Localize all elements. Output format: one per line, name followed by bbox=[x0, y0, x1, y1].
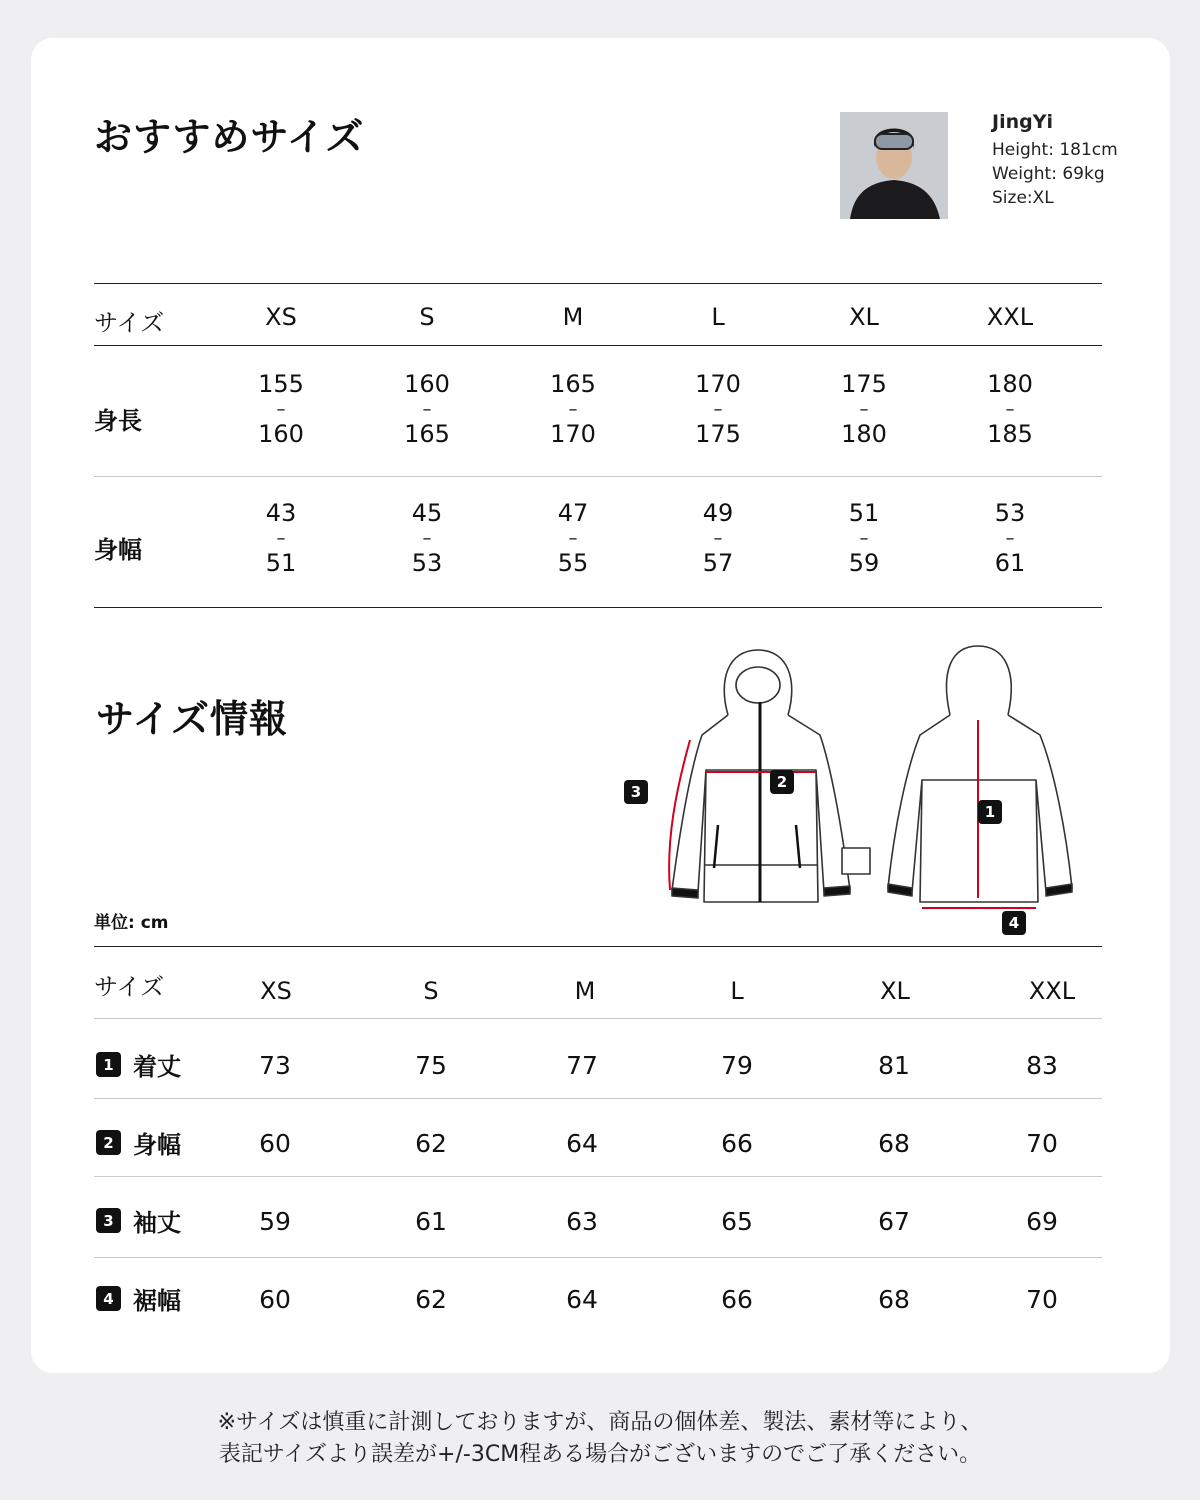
table1-header-label: サイズ bbox=[94, 309, 165, 337]
range-min: 49 bbox=[702, 499, 734, 527]
measure-number-badge: 2 bbox=[96, 1130, 121, 1155]
model-info bbox=[992, 110, 1118, 210]
table2-row-label bbox=[96, 1125, 181, 1160]
table2-size-header: XL bbox=[880, 977, 910, 1005]
table2-value-cell: 59 bbox=[259, 1207, 291, 1236]
table2-top-rule bbox=[94, 946, 1102, 947]
table1-range-cell bbox=[849, 501, 880, 576]
table2-value-cell: 63 bbox=[566, 1207, 598, 1236]
diagram-badge-3: 3 bbox=[624, 780, 648, 804]
model-name: JingYi bbox=[992, 111, 1053, 133]
table2-value-cell: 61 bbox=[415, 1207, 447, 1236]
table2-value-cell: 62 bbox=[415, 1129, 447, 1158]
table2-row-label bbox=[96, 1281, 181, 1316]
table2-value-cell: 60 bbox=[259, 1285, 291, 1314]
table2-size-header: L bbox=[730, 977, 744, 1005]
table1-range-cell bbox=[404, 372, 450, 447]
table2-value-cell: 73 bbox=[259, 1051, 291, 1080]
measure-number-badge: 3 bbox=[96, 1208, 121, 1233]
range-max: 180 bbox=[841, 420, 887, 448]
range-dash: – bbox=[859, 528, 869, 549]
table1-size-header: S bbox=[419, 303, 435, 331]
measure-name: 着丈 bbox=[133, 1053, 181, 1081]
range-dash: – bbox=[1005, 528, 1015, 549]
table2-value-cell: 70 bbox=[1026, 1285, 1058, 1314]
table1-range-cell bbox=[987, 372, 1033, 447]
range-max: 53 bbox=[411, 549, 443, 577]
disclaimer-note bbox=[0, 1407, 1200, 1471]
range-dash: – bbox=[713, 399, 723, 420]
table2-header-label: サイズ bbox=[94, 973, 165, 1001]
measure-number-badge: 1 bbox=[96, 1052, 121, 1077]
range-min: 47 bbox=[557, 499, 589, 527]
table2-value-cell: 65 bbox=[721, 1207, 753, 1236]
range-dash: – bbox=[859, 399, 869, 420]
table1-row-label-height: 身長 bbox=[94, 407, 142, 435]
table1-range-cell bbox=[695, 372, 741, 447]
table2-value-cell: 62 bbox=[415, 1285, 447, 1314]
table2-value-cell: 66 bbox=[721, 1285, 753, 1314]
table2-value-cell: 66 bbox=[721, 1129, 753, 1158]
range-max: 170 bbox=[550, 420, 596, 448]
table1-size-header: XL bbox=[849, 303, 879, 331]
table2-value-cell: 79 bbox=[721, 1051, 753, 1080]
table2-value-cell: 67 bbox=[878, 1207, 910, 1236]
table2-divider-3 bbox=[94, 1257, 1102, 1258]
range-min: 180 bbox=[987, 370, 1033, 398]
table1-range-cell bbox=[550, 372, 596, 447]
table2-value-cell: 70 bbox=[1026, 1129, 1058, 1158]
table1-range-cell bbox=[266, 501, 297, 576]
jacket-outline-icon bbox=[610, 640, 1090, 940]
range-max: 175 bbox=[695, 420, 741, 448]
note-line-1: ※サイズは慎重に計測しておりますが、商品の個体差、製法、素材等により、 bbox=[217, 1410, 983, 1435]
range-min: 43 bbox=[265, 499, 297, 527]
diagram-badge-2: 2 bbox=[770, 770, 794, 794]
table2-value-cell: 75 bbox=[415, 1051, 447, 1080]
range-dash: – bbox=[276, 399, 286, 420]
range-max: 57 bbox=[702, 549, 734, 577]
table1-range-cell bbox=[412, 501, 443, 576]
range-max: 165 bbox=[404, 420, 450, 448]
range-dash: – bbox=[568, 528, 578, 549]
range-dash: – bbox=[713, 528, 723, 549]
diagram-badge-4: 4 bbox=[1002, 911, 1026, 935]
range-min: 170 bbox=[695, 370, 741, 398]
table1-row-label-width: 身幅 bbox=[94, 536, 142, 564]
range-min: 175 bbox=[841, 370, 887, 398]
info-title: サイズ情報 bbox=[96, 697, 288, 741]
table2-value-cell: 69 bbox=[1026, 1207, 1058, 1236]
model-avatar-icon bbox=[840, 112, 948, 219]
note-line-2: 表記サイズより誤差が+/-3CM程ある場合がございますのでご了承ください。 bbox=[218, 1442, 982, 1467]
table2-value-cell: 77 bbox=[566, 1051, 598, 1080]
table1-range-cell bbox=[558, 501, 589, 576]
table2-size-header: S bbox=[423, 977, 439, 1005]
model-height: Height: 181cm bbox=[992, 140, 1118, 160]
range-dash: – bbox=[1005, 399, 1015, 420]
table2-size-header: M bbox=[574, 977, 596, 1005]
table1-header-rule bbox=[94, 345, 1102, 346]
table2-value-cell: 81 bbox=[878, 1051, 910, 1080]
measure-name: 袖丈 bbox=[133, 1209, 181, 1237]
range-min: 53 bbox=[994, 499, 1026, 527]
table2-value-cell: 64 bbox=[566, 1285, 598, 1314]
measure-name: 身幅 bbox=[133, 1131, 181, 1159]
range-min: 51 bbox=[848, 499, 880, 527]
table2-value-cell: 68 bbox=[878, 1285, 910, 1314]
range-dash: – bbox=[422, 399, 432, 420]
range-max: 61 bbox=[994, 549, 1026, 577]
table2-header-rule bbox=[94, 1018, 1102, 1019]
range-max: 160 bbox=[258, 420, 304, 448]
table1-range-cell bbox=[258, 372, 304, 447]
measure-number-badge: 4 bbox=[96, 1286, 121, 1311]
table1-size-header: XS bbox=[265, 303, 297, 331]
range-max: 185 bbox=[987, 420, 1033, 448]
table1-range-cell bbox=[841, 372, 887, 447]
table1-top-rule bbox=[94, 283, 1102, 284]
unit-label: 単位: cm bbox=[94, 913, 169, 933]
range-max: 51 bbox=[265, 549, 297, 577]
diagram-badge-1: 1 bbox=[978, 800, 1002, 824]
table1-row-divider bbox=[94, 476, 1102, 477]
model-size: Size:XL bbox=[992, 188, 1054, 208]
range-dash: – bbox=[422, 528, 432, 549]
range-min: 160 bbox=[404, 370, 450, 398]
range-min: 165 bbox=[550, 370, 596, 398]
model-weight: Weight: 69kg bbox=[992, 164, 1105, 184]
table2-value-cell: 60 bbox=[259, 1129, 291, 1158]
table1-size-header: M bbox=[562, 303, 584, 331]
range-dash: – bbox=[276, 528, 286, 549]
table1-size-header: XXL bbox=[986, 303, 1034, 331]
model-photo bbox=[840, 112, 948, 219]
table1-range-cell bbox=[703, 501, 734, 576]
table2-value-cell: 64 bbox=[566, 1129, 598, 1158]
table2-value-cell: 68 bbox=[878, 1129, 910, 1158]
recommend-title: おすすめサイズ bbox=[94, 115, 365, 159]
table1-range-cell bbox=[995, 501, 1026, 576]
range-min: 45 bbox=[411, 499, 443, 527]
range-min: 155 bbox=[258, 370, 304, 398]
range-dash: – bbox=[568, 399, 578, 420]
table2-size-header: XXL bbox=[1028, 977, 1076, 1005]
table2-divider-2 bbox=[94, 1176, 1102, 1177]
table2-size-header: XS bbox=[260, 977, 292, 1005]
table2-value-cell: 83 bbox=[1026, 1051, 1058, 1080]
table1-bottom-rule bbox=[94, 607, 1102, 608]
table2-divider-1 bbox=[94, 1098, 1102, 1099]
table1-size-header: L bbox=[711, 303, 725, 331]
range-max: 59 bbox=[848, 549, 880, 577]
measure-name: 裾幅 bbox=[133, 1287, 181, 1315]
jacket-diagram bbox=[610, 640, 1090, 944]
table2-row-label bbox=[96, 1047, 181, 1082]
table2-row-label bbox=[96, 1203, 181, 1238]
range-max: 55 bbox=[557, 549, 589, 577]
